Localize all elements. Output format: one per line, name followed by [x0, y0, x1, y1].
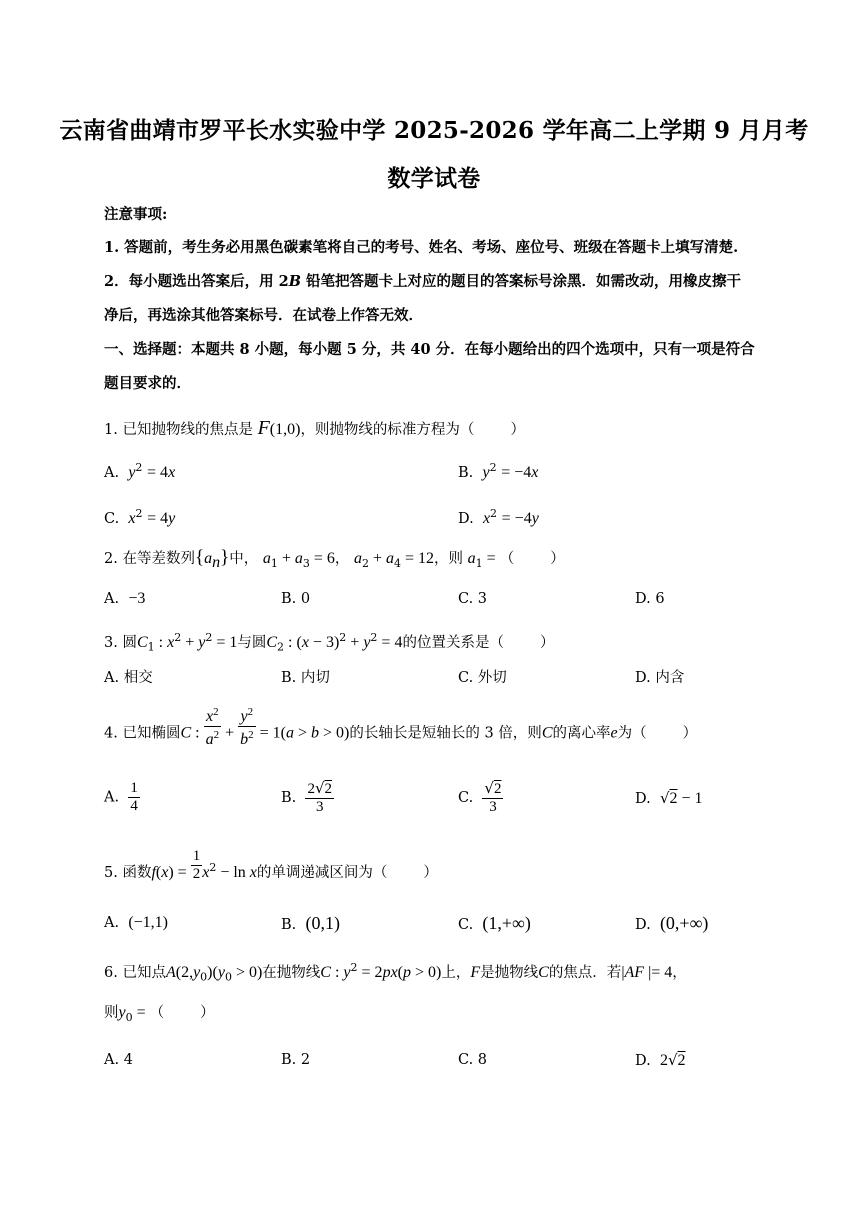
focus-formula: F(1,0) [257, 417, 301, 439]
exam-title-line1: 云南省曲靖市罗平长水实验中学 2025-2026 学年高二上学期 9 月月考 [59, 117, 809, 144]
q6-option-b: B. 2 [281, 1052, 311, 1068]
q1-option-c: C. $x^2 = 4y$ [104, 507, 176, 527]
q2-option-b: B. 0 [281, 591, 311, 607]
q3-option-a: A. 相交 [104, 670, 153, 686]
notice-item-1: 1. 答题前，考生务必用黑色碳素笔将自己的考号、姓名、考场、座位号、班级在答题卡上填写清楚. [104, 239, 739, 256]
q4-option-a: A. $\frac{1}{4}$ [104, 780, 138, 814]
q6-option-c: C. 8 [458, 1052, 488, 1068]
q5-option-d: D. (0,+∞) [635, 913, 709, 933]
q6-option-d: D. 2√2 [635, 1051, 686, 1069]
question-4: 4. 已知椭圆C : $\frac{x^2}{a^2}$ + $\frac{y^2}{b^2}$ = 1(a > b > 0)的长轴长是短轴长的 3 倍，则C的离心率e为（ ） [104, 706, 698, 748]
q4-option-d: D. √2 − 1 [635, 789, 703, 807]
q1-option-b: B. $y^2 = -4x$ [458, 461, 539, 481]
q5-option-c: C. (1,+∞) [458, 913, 531, 933]
section-heading-line1: 一、选择题：本题共 8 小题，每小题 5 分，共 40 分．在每小题给出的四个选项中，只有一项是符合 [104, 341, 755, 358]
q2-option-c: C. 3 [458, 591, 488, 607]
q3-option-b: B. 内切 [281, 670, 330, 686]
q6-option-a: A. 4 [104, 1052, 133, 1068]
q4-option-b: B. $\frac{2√2}{3}$ [281, 779, 333, 815]
q2-option-a: A. −3 [104, 590, 146, 607]
question-6-cont: 则$y_0$ = （ ） [104, 1004, 215, 1024]
question-6: 6. 已知点$A(2,y_0)(y_0 > 0)$在抛物线C : $y^2 = 2px(p > 0)$上，F是抛物线C的焦点．若|AF |= 4， [104, 961, 687, 984]
exam-title-line2: 数学试卷 [387, 165, 481, 192]
question-3: 3. 圆$C_1$ : $x^2 + y^2 = 1$与圆$C_2$ : $(x - 3)^2 + y^2 = 4$的位置关系是（ ） [104, 631, 555, 654]
q3-option-d: D. 内含 [635, 670, 685, 686]
question-1: 1. 已知抛物线的焦点是 F(1,0)，则抛物线的标准方程为（ ） [104, 417, 525, 439]
q4-option-c: C. $\frac{√2}{3}$ [458, 779, 502, 815]
question-2: 2. 在等差数列$\{a_n\}$中， $a_1 + a_3 = 6$， $a_2 + a_4 = 12$，则 $a_1$ = （ ） [104, 547, 565, 571]
notice-item-2: 2．每小题选出答案后，用 2B 铅笔把答题卡上对应的题目的答案标号涂黑．如需改动，用橡皮擦干 [104, 273, 742, 290]
section-heading-line2: 题目要求的． [104, 375, 191, 392]
q5-option-a: A. (−1,1) [104, 914, 168, 931]
q1-option-d: D. $x^2 = -4y$ [458, 507, 539, 527]
notice-item-2-cont: 净后，再选涂其他答案标号．在试卷上作答无效． [104, 307, 423, 324]
q1-option-a: A. $y^2 = 4x$ [104, 461, 176, 481]
q2-option-d: D. 6 [635, 591, 665, 607]
notice-heading: 注意事项: [104, 206, 168, 223]
q5-option-b: B. (0,1) [281, 913, 340, 933]
question-5: 5. 函数f(x) = $\frac{1}{2}$ $x^2 - \ln x$的单调递减区间为（ ） [104, 848, 438, 883]
q3-option-c: C. 外切 [458, 670, 507, 686]
